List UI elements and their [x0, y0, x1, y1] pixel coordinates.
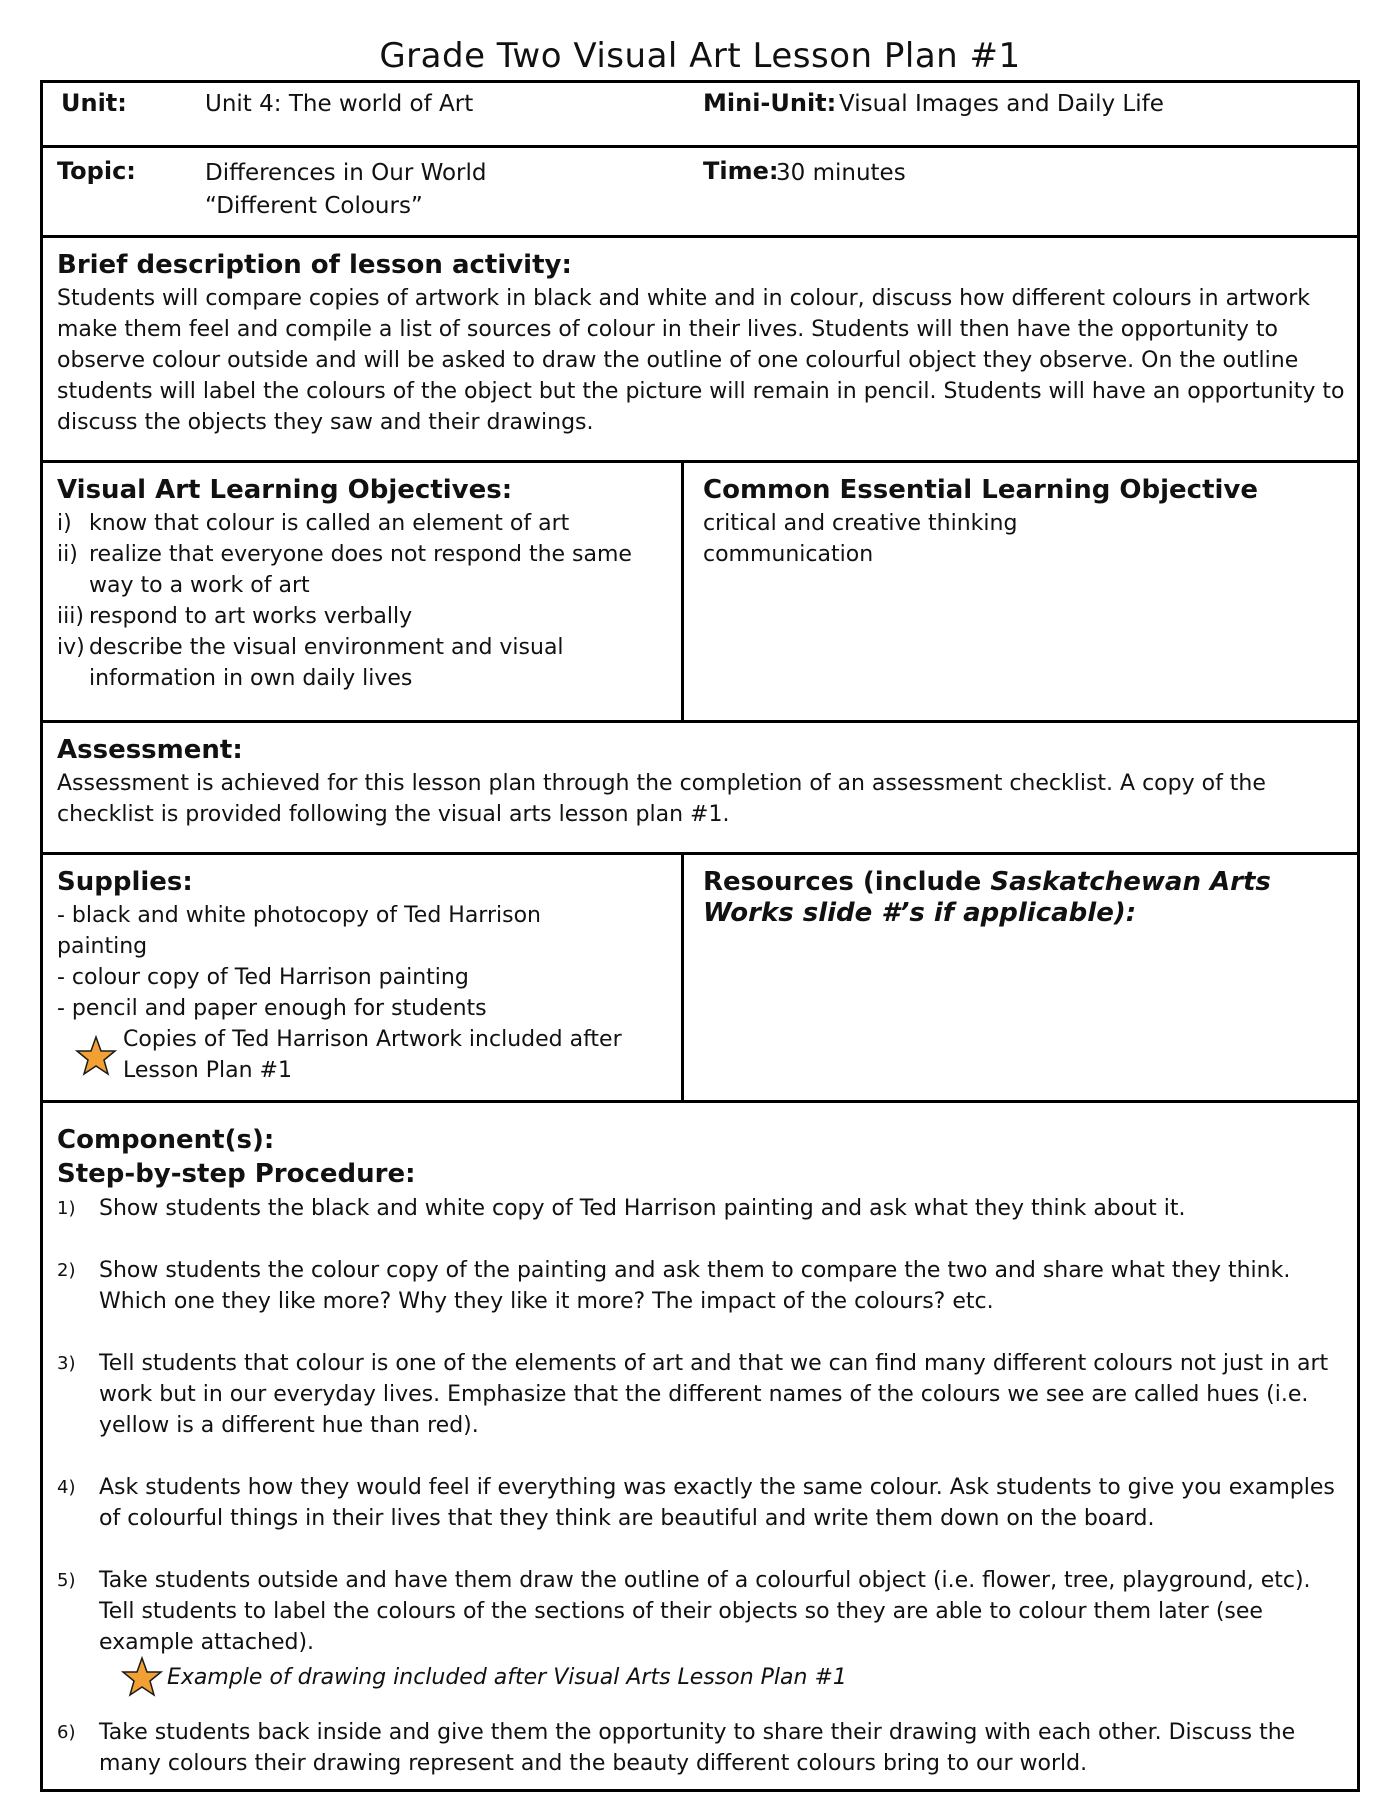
objectives-heading: Visual Art Learning Objectives:	[57, 475, 513, 505]
procedure-list	[57, 1193, 1347, 1779]
cel-heading: Common Essential Learning Objective	[703, 475, 1259, 505]
topic-line-1: Differences in Our World	[205, 160, 487, 186]
assessment-heading: Assessment:	[57, 735, 243, 765]
cel-item: communication	[703, 542, 874, 567]
supply-item: - black and white photocopy of Ted Harrison painting	[57, 903, 541, 959]
step-text: Show students the black and white copy of Ted Harrison painting and ask what they think about it.	[99, 1196, 1186, 1221]
components-section	[43, 1103, 1357, 1789]
procedure-heading: Step-by-step Procedure:	[57, 1159, 416, 1189]
step-text: Ask students how they would feel if everything was exactly the same colour. Ask students to give you examples of colourful things in their lives that they think are beautiful and write them down on the board.	[99, 1475, 1335, 1531]
objective-text: realize that everyone does not respond the same way to a work of art	[89, 542, 632, 598]
resources-heading-text: Resources (include	[703, 867, 991, 897]
procedure-step	[57, 1717, 1347, 1779]
assessment-text: Assessment is achieved for this lesson plan through the completion of an assessment checklist. A copy of the checklist is provided following the visual arts lesson plan #1.	[57, 771, 1266, 827]
objective-item	[57, 601, 657, 632]
assessment-section	[43, 723, 1357, 855]
topic-row	[43, 148, 1357, 238]
unit-row	[43, 83, 1357, 148]
supplies-heading: Supplies:	[57, 867, 193, 897]
procedure-step	[57, 1472, 1347, 1534]
cel-item: critical and creative thinking	[703, 511, 1018, 536]
topic-line-2: “Different Colours”	[205, 193, 423, 219]
mini-unit-value: Visual Images and Daily Life	[839, 91, 1164, 117]
step-number: 1)	[57, 1198, 76, 1219]
step-text: Show students the colour copy of the painting and ask them to compare the two and share what they think. Which one they like more? Why they like it more? The impact of the colours? etc.	[99, 1258, 1291, 1314]
objective-text: describe the visual environment and visual information in own daily lives	[89, 635, 564, 691]
page-title: Grade Two Visual Art Lesson Plan #1	[379, 36, 1021, 76]
step-text: Take students outside and have them draw the outline of a colourful object (i.e. flower, tree, playground, etc). Tell students to label the colours of the sections of their objects so they are able to colour them later (see example attached).	[99, 1568, 1311, 1655]
supplies-note: Copies of Ted Harrison Artwork included after Lesson Plan #1	[123, 1027, 622, 1083]
objective-item	[57, 632, 657, 694]
topic-label: Topic:	[57, 157, 136, 185]
column-divider	[681, 855, 684, 1100]
mini-unit-label: Mini-Unit:	[703, 89, 837, 117]
step-number: 6)	[57, 1722, 76, 1743]
resources-heading	[703, 867, 1323, 929]
objective-text: respond to art works verbally	[89, 604, 413, 629]
objective-number: iv)	[57, 635, 85, 660]
objectives-list	[57, 508, 657, 694]
objective-number: i)	[57, 511, 72, 536]
objective-number: ii)	[57, 542, 78, 567]
procedure-step	[57, 1348, 1347, 1441]
supply-item: - colour copy of Ted Harrison painting	[57, 965, 469, 990]
time-value: 30 minutes	[776, 160, 906, 186]
objective-item	[57, 508, 657, 539]
star-icon	[121, 1656, 163, 1698]
step-text: Tell students that colour is one of the elements of art and that we can find many different colours not just in art work but in our everyday lives. Emphasize that the different names of the colours we see are called hues (i.e. yellow is a different hue than red).	[99, 1351, 1329, 1438]
unit-value: Unit 4: The world of Art	[205, 91, 474, 117]
description-heading: Brief description of lesson activity:	[57, 250, 572, 280]
procedure-step	[57, 1255, 1347, 1317]
step-number: 4)	[57, 1477, 76, 1498]
objective-text: know that colour is called an element of art	[89, 511, 570, 536]
star-icon	[75, 1035, 117, 1077]
time-label: Time:	[703, 157, 779, 185]
objective-item	[57, 539, 657, 601]
objectives-row	[43, 463, 1357, 723]
supply-item: - pencil and paper enough for students	[57, 996, 487, 1021]
step-number: 3)	[57, 1353, 76, 1374]
column-divider	[681, 463, 684, 720]
procedure-step	[57, 1565, 1347, 1658]
resources-heading-italic: Saskatchewan Arts Works slide #’s if applicable):	[703, 867, 1271, 928]
procedure-step	[57, 1193, 1347, 1224]
step-text: Take students back inside and give them the opportunity to share their drawing with each other. Discuss the many colours their drawing represent and the beauty different colours bring to our world.	[99, 1720, 1296, 1776]
lesson-plan-table	[40, 80, 1360, 1792]
objective-number: iii)	[57, 604, 84, 629]
step-number: 5)	[57, 1570, 76, 1591]
components-heading: Component(s):	[57, 1125, 275, 1155]
description-text: Students will compare copies of artwork in black and white and in colour, discuss how different colours in artwork make them feel and compile a list of sources of colour in their lives. Students will then have the opportunity to observe colour outside and will be asked to draw the outline of one colourful object they observe. On the outline students will label the colours of the object but the picture will remain in pencil. Students will have an opportunity to discuss the objects they saw and their drawings.	[57, 286, 1345, 435]
supplies-row	[43, 855, 1357, 1103]
example-note-line	[57, 1662, 1347, 1693]
step-number: 2)	[57, 1260, 76, 1281]
unit-label: Unit:	[61, 89, 127, 117]
description-section	[43, 238, 1357, 463]
example-note: Example of drawing included after Visual Arts Lesson Plan #1	[167, 1665, 847, 1690]
